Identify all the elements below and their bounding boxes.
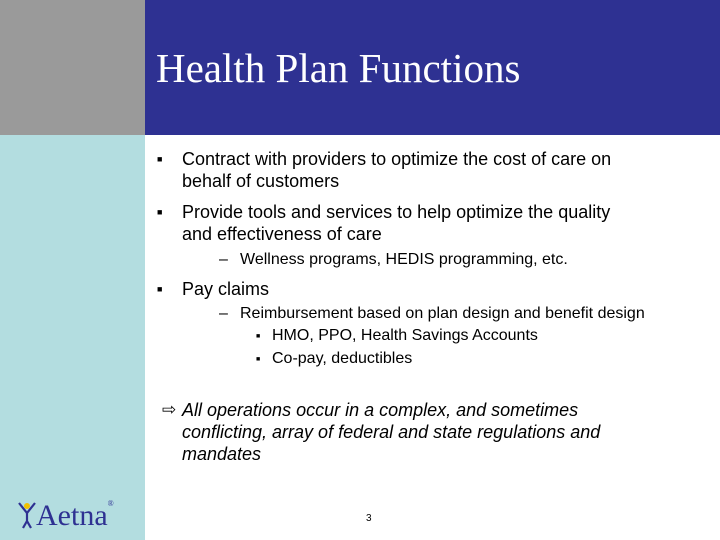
dash-bullet-icon: – bbox=[219, 251, 228, 268]
note-line-3: mandates bbox=[182, 444, 262, 464]
bullet-3-subsub-1: HMO, PPO, Health Savings Accounts bbox=[272, 327, 538, 344]
registered-mark: ® bbox=[107, 499, 114, 508]
slide-title: Health Plan Functions bbox=[156, 45, 521, 91]
note-line-1: All operations occur in a complex, and sometimes bbox=[182, 400, 579, 420]
bullet-1-line-2: behalf of customers bbox=[182, 171, 340, 191]
page-number: 3 bbox=[366, 513, 372, 524]
dash-bullet-icon: – bbox=[219, 305, 228, 322]
bullet-3-subsub-2: Co-pay, deductibles bbox=[272, 350, 413, 367]
bullet-1-line-1: Contract with providers to optimize the cost of care on bbox=[182, 149, 612, 169]
square-bullet-icon: ■ bbox=[157, 154, 163, 164]
bullet-3-sub: Reimbursement based on plan design and benefit design bbox=[240, 305, 645, 322]
square-bullet-icon: ■ bbox=[157, 207, 163, 217]
bullet-1 bbox=[182, 148, 611, 192]
bullet-2 bbox=[182, 201, 610, 245]
logo-wordmark: Aetna bbox=[36, 499, 108, 532]
left-sidebar-block bbox=[0, 135, 145, 540]
left-header-block bbox=[0, 0, 145, 135]
aetna-logo bbox=[36, 499, 114, 533]
bullet-2-sub: Wellness programs, HEDIS programming, etc. bbox=[240, 251, 568, 268]
hollow-right-arrow-icon: ⇨ bbox=[162, 400, 177, 419]
square-bullet-icon: ■ bbox=[157, 284, 163, 294]
square-bullet-icon: ■ bbox=[256, 333, 261, 340]
bullet-3: Pay claims bbox=[182, 279, 270, 299]
note-line-2: conflicting, array of federal and state regulations and bbox=[182, 422, 601, 442]
bullet-2-line-2: and effectiveness of care bbox=[182, 224, 382, 244]
square-bullet-icon: ■ bbox=[256, 356, 261, 363]
regulation-note bbox=[182, 399, 682, 465]
bullet-2-line-1: Provide tools and services to help optimize the quality bbox=[182, 202, 611, 222]
